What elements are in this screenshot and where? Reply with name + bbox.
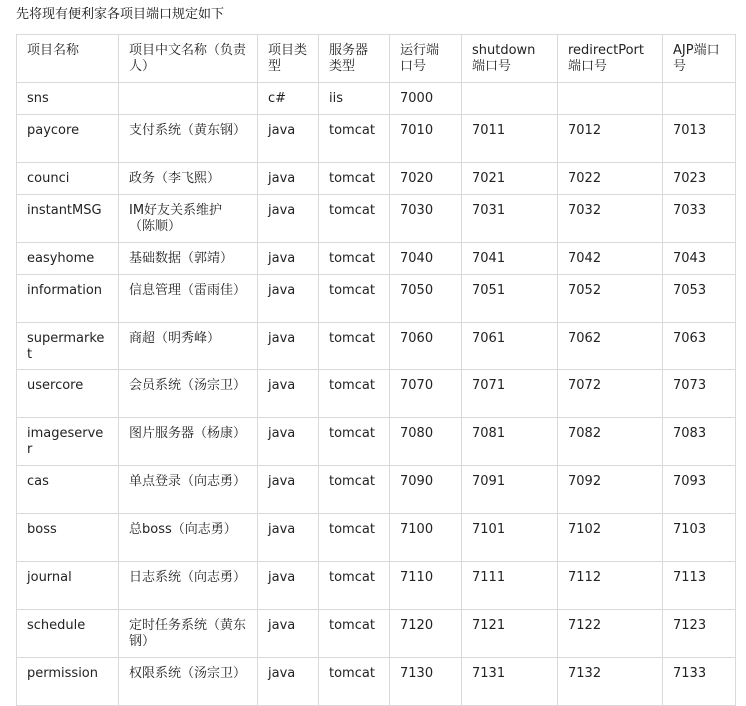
shutdown-port-cell: 7131	[462, 658, 558, 706]
shutdown-port-cell: 7051	[462, 275, 558, 323]
table-row	[17, 163, 736, 195]
project-type-cell: java	[258, 323, 319, 370]
shutdown-port-cell: 7061	[462, 323, 558, 370]
redirect-port-cell: 7132	[558, 658, 663, 706]
run-port-cell: 7060	[390, 323, 462, 370]
run-port-cell: 7080	[390, 418, 462, 466]
server-type-cell: tomcat	[319, 610, 390, 658]
page-intro: 先将现有便利家各项目端口规定如下	[16, 7, 225, 22]
project-name-cell: permission	[17, 658, 119, 706]
project-type-cell: java	[258, 658, 319, 706]
shutdown-port-cell: 7081	[462, 418, 558, 466]
project-cn-name-cell	[119, 83, 258, 115]
project-name-cell: schedule	[17, 610, 119, 658]
header-cell: shutdown端口号	[462, 35, 558, 83]
table-row	[17, 243, 736, 275]
table-row	[17, 323, 736, 370]
project-name-cell: counci	[17, 163, 119, 195]
redirect-port-cell: 7022	[558, 163, 663, 195]
table-row	[17, 514, 736, 562]
header-cell: 项目类型	[258, 35, 319, 83]
run-port-cell: 7130	[390, 658, 462, 706]
redirect-port-cell: 7062	[558, 323, 663, 370]
project-type-cell: java	[258, 514, 319, 562]
redirect-port-cell	[558, 83, 663, 115]
project-cn-name-cell: 会员系统（汤宗卫）	[119, 370, 258, 418]
server-type-cell: tomcat	[319, 466, 390, 514]
run-port-cell: 7040	[390, 243, 462, 275]
table-header-row	[17, 35, 736, 83]
ajp-port-cell: 7123	[663, 610, 736, 658]
table-row	[17, 115, 736, 163]
redirect-port-cell: 7082	[558, 418, 663, 466]
table-row	[17, 275, 736, 323]
project-cn-name-cell: 图片服务器（杨康）	[119, 418, 258, 466]
project-type-cell: java	[258, 115, 319, 163]
ajp-port-cell: 7063	[663, 323, 736, 370]
project-cn-name-cell: 日志系统（向志勇）	[119, 562, 258, 610]
project-cn-name-cell: 商超（明秀峰）	[119, 323, 258, 370]
port-table	[16, 34, 736, 706]
project-type-cell: java	[258, 243, 319, 275]
project-type-cell: java	[258, 562, 319, 610]
project-name-cell: cas	[17, 466, 119, 514]
run-port-cell: 7110	[390, 562, 462, 610]
ajp-port-cell: 7113	[663, 562, 736, 610]
run-port-cell: 7120	[390, 610, 462, 658]
project-type-cell: c#	[258, 83, 319, 115]
server-type-cell: tomcat	[319, 323, 390, 370]
run-port-cell: 7100	[390, 514, 462, 562]
header-cell: AJP端口号	[663, 35, 736, 83]
table-row	[17, 610, 736, 658]
table-row	[17, 195, 736, 243]
project-cn-name-cell: 单点登录（向志勇）	[119, 466, 258, 514]
server-type-cell: tomcat	[319, 658, 390, 706]
shutdown-port-cell: 7101	[462, 514, 558, 562]
project-name-cell: information	[17, 275, 119, 323]
project-name-cell: usercore	[17, 370, 119, 418]
redirect-port-cell: 7012	[558, 115, 663, 163]
table-row	[17, 562, 736, 610]
header-cell: 项目中文名称（负责人）	[119, 35, 258, 83]
ajp-port-cell: 7103	[663, 514, 736, 562]
shutdown-port-cell: 7011	[462, 115, 558, 163]
run-port-cell: 7030	[390, 195, 462, 243]
run-port-cell: 7050	[390, 275, 462, 323]
project-cn-name-cell: 定时任务系统（黄东钢）	[119, 610, 258, 658]
server-type-cell: tomcat	[319, 275, 390, 323]
redirect-port-cell: 7112	[558, 562, 663, 610]
ajp-port-cell: 7023	[663, 163, 736, 195]
run-port-cell: 7090	[390, 466, 462, 514]
project-cn-name-cell: 基础数据（郭靖）	[119, 243, 258, 275]
header-cell: 服务器类型	[319, 35, 390, 83]
table-row	[17, 466, 736, 514]
redirect-port-cell: 7052	[558, 275, 663, 323]
ajp-port-cell: 7053	[663, 275, 736, 323]
ajp-port-cell: 7033	[663, 195, 736, 243]
project-cn-name-cell: 政务（李飞熙）	[119, 163, 258, 195]
header-cell: 项目名称	[17, 35, 119, 83]
project-type-cell: java	[258, 418, 319, 466]
server-type-cell: tomcat	[319, 115, 390, 163]
redirect-port-cell: 7042	[558, 243, 663, 275]
ajp-port-cell: 7073	[663, 370, 736, 418]
ajp-port-cell: 7133	[663, 658, 736, 706]
project-type-cell: java	[258, 466, 319, 514]
shutdown-port-cell: 7031	[462, 195, 558, 243]
shutdown-port-cell	[462, 83, 558, 115]
server-type-cell: tomcat	[319, 514, 390, 562]
redirect-port-cell: 7092	[558, 466, 663, 514]
run-port-cell: 7020	[390, 163, 462, 195]
header-cell: 运行端口号	[390, 35, 462, 83]
project-type-cell: java	[258, 370, 319, 418]
project-name-cell: boss	[17, 514, 119, 562]
run-port-cell: 7010	[390, 115, 462, 163]
shutdown-port-cell: 7041	[462, 243, 558, 275]
table-row	[17, 418, 736, 466]
project-name-cell: sns	[17, 83, 119, 115]
shutdown-port-cell: 7021	[462, 163, 558, 195]
run-port-cell: 7000	[390, 83, 462, 115]
header-cell: redirectPort端口号	[558, 35, 663, 83]
project-name-cell: journal	[17, 562, 119, 610]
shutdown-port-cell: 7091	[462, 466, 558, 514]
redirect-port-cell: 7072	[558, 370, 663, 418]
project-name-cell: paycore	[17, 115, 119, 163]
project-cn-name-cell: 支付系统（黄东钢）	[119, 115, 258, 163]
table-row	[17, 658, 736, 706]
project-name-cell: instantMSG	[17, 195, 119, 243]
server-type-cell: tomcat	[319, 163, 390, 195]
project-cn-name-cell: IM好友关系维护（陈顺）	[119, 195, 258, 243]
table-row	[17, 83, 736, 115]
project-cn-name-cell: 总boss（向志勇）	[119, 514, 258, 562]
project-name-cell: easyhome	[17, 243, 119, 275]
project-name-cell: imageserver	[17, 418, 119, 466]
server-type-cell: tomcat	[319, 562, 390, 610]
shutdown-port-cell: 7111	[462, 562, 558, 610]
server-type-cell: tomcat	[319, 370, 390, 418]
ajp-port-cell: 7093	[663, 466, 736, 514]
project-type-cell: java	[258, 163, 319, 195]
ajp-port-cell: 7013	[663, 115, 736, 163]
table-row	[17, 370, 736, 418]
ajp-port-cell: 7043	[663, 243, 736, 275]
project-type-cell: java	[258, 195, 319, 243]
shutdown-port-cell: 7121	[462, 610, 558, 658]
shutdown-port-cell: 7071	[462, 370, 558, 418]
ajp-port-cell: 7083	[663, 418, 736, 466]
project-cn-name-cell: 权限系统（汤宗卫）	[119, 658, 258, 706]
ajp-port-cell	[663, 83, 736, 115]
project-cn-name-cell: 信息管理（雷雨佳）	[119, 275, 258, 323]
redirect-port-cell: 7102	[558, 514, 663, 562]
project-type-cell: java	[258, 610, 319, 658]
project-name-cell: supermarket	[17, 323, 119, 370]
server-type-cell: iis	[319, 83, 390, 115]
run-port-cell: 7070	[390, 370, 462, 418]
server-type-cell: tomcat	[319, 243, 390, 275]
redirect-port-cell: 7032	[558, 195, 663, 243]
project-type-cell: java	[258, 275, 319, 323]
server-type-cell: tomcat	[319, 195, 390, 243]
server-type-cell: tomcat	[319, 418, 390, 466]
redirect-port-cell: 7122	[558, 610, 663, 658]
